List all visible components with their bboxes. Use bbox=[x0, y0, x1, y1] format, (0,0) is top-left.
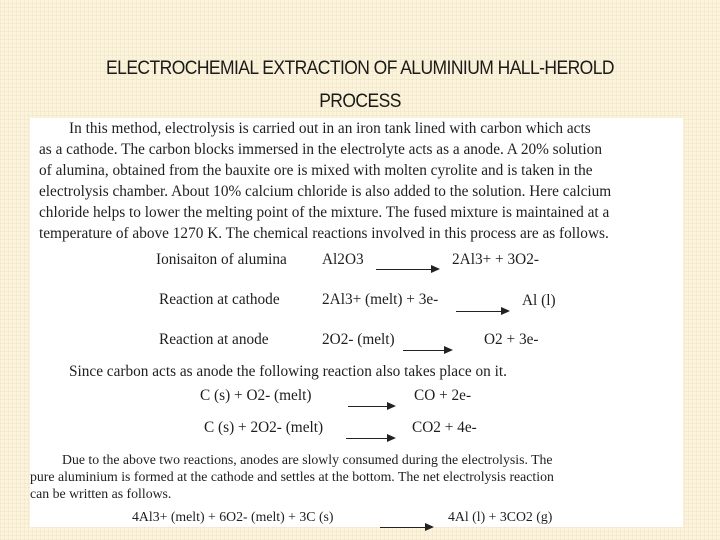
arrow-icon bbox=[456, 311, 508, 312]
content-image bbox=[30, 118, 683, 527]
intro-line: temperature of above 1270 K. The chemical reactions involved in this process are as follows. bbox=[39, 225, 609, 242]
conclusion-line: can be written as follows. bbox=[30, 486, 172, 501]
anode-rhs: O2 + 3e- bbox=[484, 331, 539, 348]
conclusion-line: Due to the above two reactions, anodes are slowly consumed during the electrolysis. The bbox=[62, 452, 553, 467]
conclusion-line: pure aluminium is formed at the cathode and settles at the bottom. The net electrolysis reaction bbox=[30, 469, 554, 484]
intro-line: chloride helps to lower the melting point of the mixture. The fused mixture is maintained at a bbox=[39, 204, 610, 221]
net-reaction-rhs: 4Al (l) + 3CO2 (g) bbox=[448, 509, 553, 524]
arrow-icon bbox=[346, 438, 394, 439]
carbon-reaction-lhs: C (s) + 2O2- (melt) bbox=[204, 419, 324, 436]
cathode-label: Reaction at cathode bbox=[159, 291, 280, 308]
slide-title-line2: PROCESS bbox=[319, 91, 401, 112]
cathode-lhs: 2Al3+ (melt) + 3e- bbox=[322, 291, 439, 308]
carbon-reaction-lhs: C (s) + O2- (melt) bbox=[200, 387, 312, 404]
carbon-reaction-rhs: CO + 2e- bbox=[414, 387, 472, 404]
arrow-icon bbox=[380, 527, 432, 528]
intro-line: electrolysis chamber. About 10% calcium chloride is also added to the solution. Here calcium bbox=[39, 183, 612, 200]
arrow-icon bbox=[403, 350, 451, 351]
ionisation-rhs: 2Al3+ + 3O2- bbox=[452, 251, 539, 268]
arrow-icon bbox=[376, 269, 438, 270]
cathode-rhs: Al (l) bbox=[522, 292, 556, 309]
carbon-reaction-rhs: CO2 + 4e- bbox=[412, 419, 477, 436]
ionisation-label: Ionisaiton of alumina bbox=[156, 251, 287, 268]
ionisation-lhs: Al2O3 bbox=[322, 251, 364, 268]
arrow-icon bbox=[348, 406, 394, 407]
intro-line: of alumina, obtained from the bauxite ore is mixed with molten cyrolite and is taken in the bbox=[39, 162, 593, 179]
anode-label: Reaction at anode bbox=[159, 331, 269, 348]
anode-lhs: 2O2- (melt) bbox=[322, 331, 395, 348]
slide-title-line1: ELECTROCHEMIAL EXTRACTION OF ALUMINIUM HALL-HEROLD bbox=[106, 58, 614, 79]
carbon-note: Since carbon acts as anode the following reaction also takes place on it. bbox=[69, 363, 507, 380]
intro-line: In this method, electrolysis is carried out in an iron tank lined with carbon which acts bbox=[69, 120, 591, 137]
intro-line: as a cathode. The carbon blocks immersed in the electrolyte acts as a anode. A 20% solution bbox=[39, 141, 602, 158]
net-reaction-lhs: 4Al3+ (melt) + 6O2- (melt) + 3C (s) bbox=[132, 509, 334, 524]
